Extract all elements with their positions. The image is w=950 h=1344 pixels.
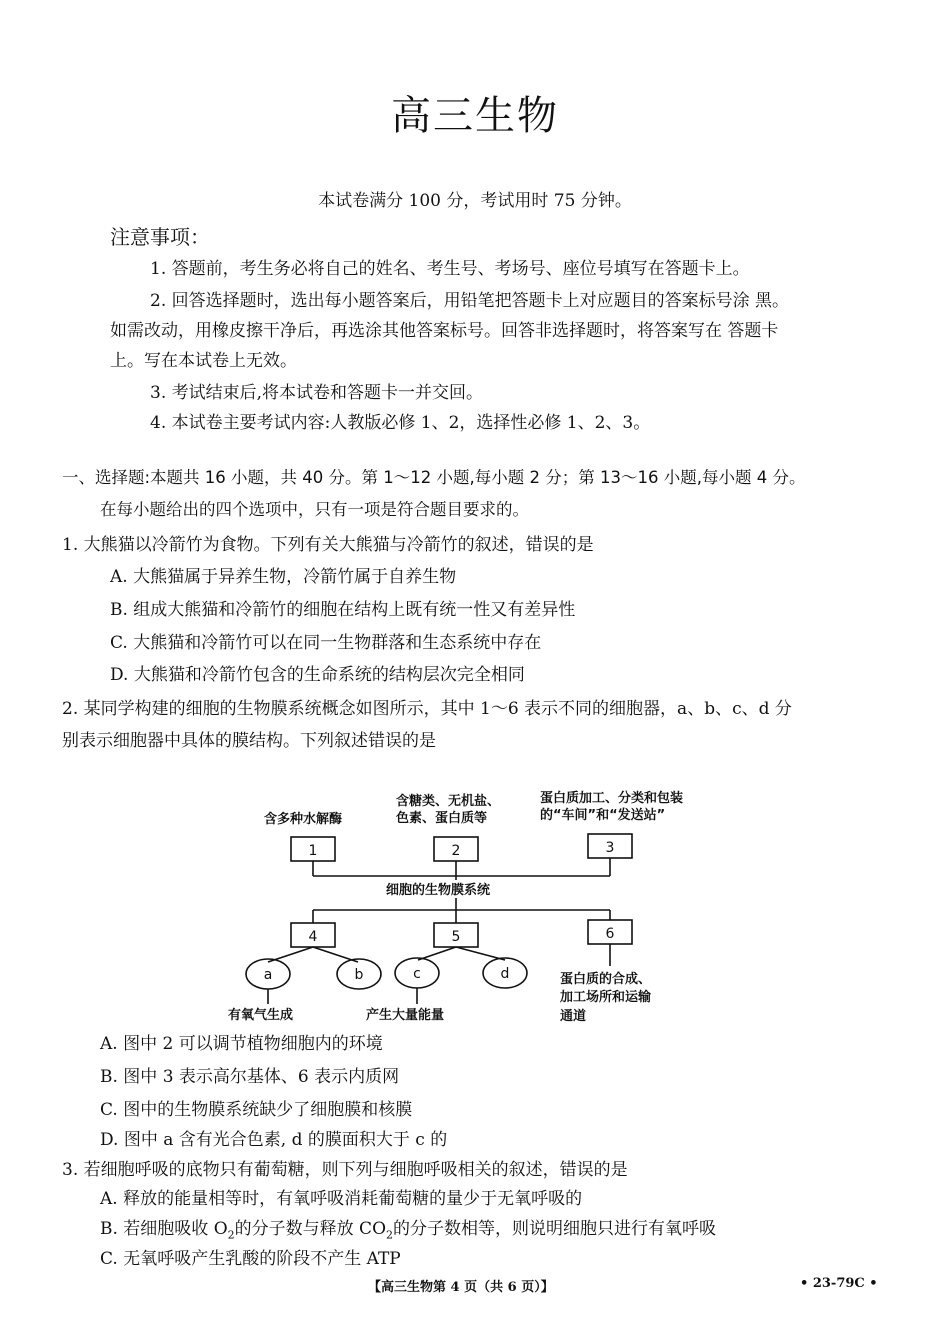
notice-heading: 注意事项： xyxy=(110,225,210,249)
exam-info: 本试卷满分 100 分，考试用时 75 分钟。 xyxy=(318,191,632,211)
q2-option-b: B. 图中 3 表示高尔基体、6 表示内质网 xyxy=(100,1067,400,1087)
label-er-3: 通道 xyxy=(560,1009,587,1024)
box-6-label: 6 xyxy=(605,926,615,942)
label-vacuole-2: 色素、蛋白质等 xyxy=(396,811,488,826)
q1-option-a: A. 大熊猫属于异养生物，冷箭竹属于自养生物 xyxy=(110,567,457,587)
notice-item-1: 1. 答题前，考生务必将自己的姓名、考生号、考场号、座位号填写在答题卡上。 xyxy=(150,259,750,279)
q1-option-d: D. 大熊猫和冷箭竹包含的生命系统的结构层次完全相同 xyxy=(110,665,525,685)
page-title: 高三生物 xyxy=(391,93,559,139)
q2-stem: 2. 某同学构建的细胞的生物膜系统概念如图所示，其中 1～6 表示不同的细胞器，a、b、c、d 分 xyxy=(62,699,792,719)
label-golgi-1: 蛋白质加工、分类和包装 xyxy=(540,791,684,806)
q3-stem: 3. 若细胞呼吸的底物只有葡萄糖，则下列与细胞呼吸相关的叙述，错误的是 xyxy=(62,1160,628,1180)
label-lysosome: 含多种水解酶 xyxy=(264,812,343,827)
section-heading: 一、选择题:本题共 16 小题，共 40 分。第 1～12 小题,每小题 2 分；第 13～16 小题,每小题 4 分。 xyxy=(62,468,806,487)
q2-stem-cont: 别表示细胞器中具体的膜结构。下列叙述错误的是 xyxy=(62,731,436,751)
page-footer: 【高三生物第 4 页（共 6 页）】 xyxy=(368,1280,554,1295)
box-4-label: 4 xyxy=(308,929,318,945)
exam-code: • 23-79C • xyxy=(800,1276,878,1291)
label-er-2: 加工场所和运输 xyxy=(560,990,652,1005)
diagram-center-label: 细胞的生物膜系统 xyxy=(386,883,491,898)
notice-item-2-end: 上。写在本试卷上无效。 xyxy=(110,351,297,371)
q3-option-c: C. 无氧呼吸产生乳酸的阶段不产生 ATP xyxy=(100,1249,401,1269)
box-2-label: 2 xyxy=(451,843,461,859)
q1-option-c: C. 大熊猫和冷箭竹可以在同一生物群落和生态系统中存在 xyxy=(110,633,542,653)
q3-option-b: B. 若细胞吸收 $O_2$的分子数与释放 $CO_2$的分子数相等，则说明细胞只进行有氧呼吸 xyxy=(100,1219,717,1242)
label-er-1: 蛋白质的合成、 xyxy=(560,972,652,987)
notice-item-4: 4. 本试卷主要考试内容:人教版必修 1、2，选择性必修 1、2、3。 xyxy=(150,413,651,433)
q3-option-a: A. 释放的能量相等时，有氧呼吸消耗葡萄糖的量少于无氧呼吸的 xyxy=(100,1189,583,1209)
q2-option-d: D. 图中 a 含有光合色素, d 的膜面积大于 c 的 xyxy=(100,1130,448,1150)
label-golgi-2: 的“车间”和“发送站” xyxy=(540,808,666,823)
q2-option-a: A. 图中 2 可以调节植物细胞内的环境 xyxy=(100,1034,383,1054)
oval-b-label: b xyxy=(354,967,364,983)
notice-item-2-cont: 如需改动，用橡皮擦干净后，再选涂其他答案标号。回答非选择题时，将答案写在 答题卡 xyxy=(110,321,779,341)
q1-option-b: B. 组成大熊猫和冷箭竹的细胞在结构上既有统一性又有差异性 xyxy=(110,600,576,620)
oval-d-label: d xyxy=(500,966,510,982)
label-oval-c: 产生大量能量 xyxy=(366,1008,445,1023)
box-5-label: 5 xyxy=(451,929,461,945)
oval-a-label: a xyxy=(263,967,273,983)
box-1-label: 1 xyxy=(308,843,318,859)
label-oval-a: 有氧气生成 xyxy=(228,1008,294,1023)
q1-stem: 1. 大熊猫以冷箭竹为食物。下列有关大熊猫与冷箭竹的叙述，错误的是 xyxy=(62,535,594,555)
label-vacuole-1: 含糖类、无机盐、 xyxy=(396,794,501,809)
box-3-label: 3 xyxy=(605,840,615,856)
section-instruction: 在每小题给出的四个选项中，只有一项是符合题目要求的。 xyxy=(100,500,529,519)
oval-c-label: c xyxy=(413,966,421,982)
q2-option-c: C. 图中的生物膜系统缺少了细胞膜和核膜 xyxy=(100,1100,413,1120)
notice-item-2: 2. 回答选择题时，选出每小题答案后，用铅笔把答题卡上对应题目的答案标号涂 黑。 xyxy=(150,291,790,311)
notice-item-3: 3. 考试结束后,将本试卷和答题卡一并交回。 xyxy=(150,383,484,403)
